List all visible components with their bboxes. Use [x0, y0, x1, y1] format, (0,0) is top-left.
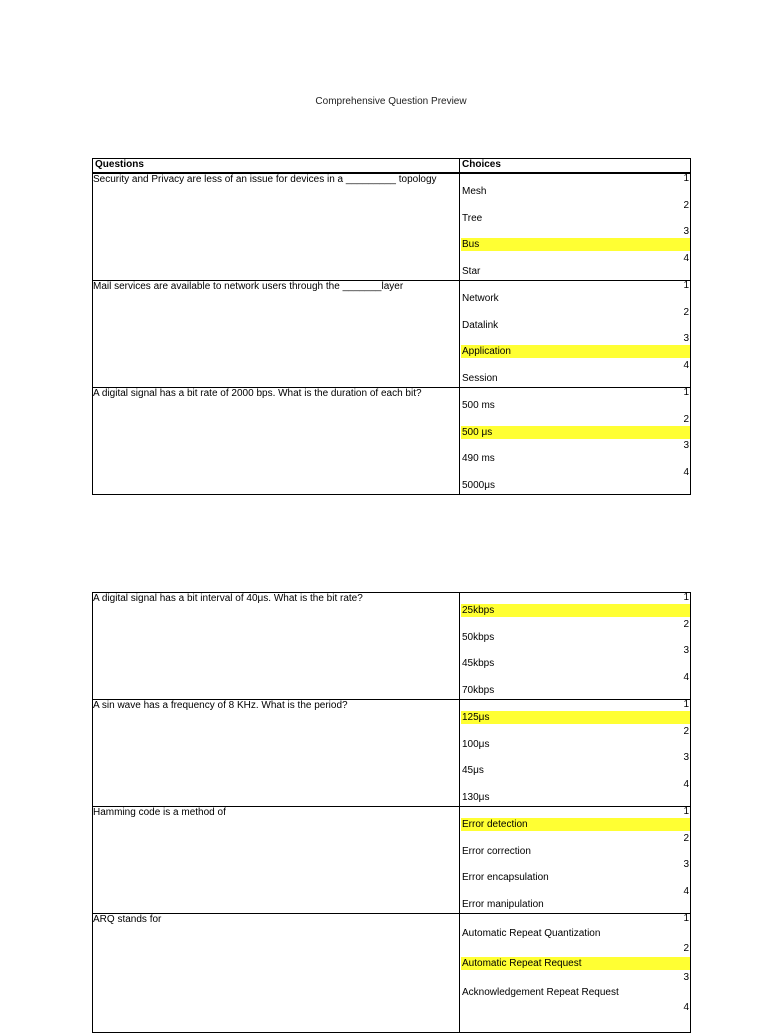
table-header-row	[93, 159, 691, 174]
choices-cell	[460, 281, 691, 388]
choice-item	[460, 1003, 690, 1033]
choice-item	[460, 860, 690, 887]
choice-text: Network	[462, 293, 499, 304]
choices-cell	[460, 914, 691, 1033]
choice-text: 70kbps	[462, 684, 495, 696]
question-row	[93, 388, 691, 495]
choice-item	[460, 174, 690, 201]
choice-text: 500 ms	[462, 400, 495, 411]
correct-choice-text: Bus	[461, 238, 690, 251]
question-row	[93, 807, 691, 914]
choice-text: Datalink	[462, 319, 499, 331]
choice-number: 1	[683, 592, 689, 603]
choice-number: 3	[683, 645, 689, 656]
correct-choice-text: 125μs	[461, 711, 690, 724]
choice-item	[460, 646, 690, 673]
choice-item	[460, 361, 690, 388]
choice-item	[460, 753, 690, 780]
choices-cell	[460, 593, 691, 700]
questions-header: Questions	[93, 159, 460, 174]
choice-item	[460, 700, 690, 727]
choices-cell	[460, 700, 691, 807]
choice-text: 5000μs	[462, 479, 496, 491]
choice-number: 1	[683, 699, 689, 710]
choice-item	[460, 593, 690, 620]
choice-text: Tree	[462, 212, 483, 224]
question-text: A digital signal has a bit rate of 2000 bps. What is the duration of each bit?	[93, 388, 460, 495]
choice-item	[460, 415, 690, 442]
choice-item	[460, 944, 690, 974]
choice-item	[460, 227, 690, 254]
correct-choice-text: Error detection	[461, 818, 690, 831]
choice-item	[460, 780, 690, 807]
question-row	[93, 593, 691, 700]
choice-number: 1	[683, 280, 689, 291]
choice-number: 2	[683, 199, 689, 211]
correct-choice-text: Automatic Repeat Request	[461, 957, 690, 970]
choice-text: Acknowledgement Repeat Request	[462, 987, 619, 998]
choice-text: 490 ms	[462, 453, 495, 464]
correct-choice-text: 500 μs	[461, 426, 690, 439]
choice-text: Mesh	[462, 186, 487, 197]
choice-item	[460, 834, 690, 861]
choice-number: 3	[683, 440, 689, 451]
choice-number: 3	[683, 226, 689, 237]
choices-cell	[460, 388, 691, 495]
choice-item	[460, 441, 690, 468]
choice-item	[460, 807, 690, 834]
question-table-1-body	[93, 173, 691, 495]
choice-number: 1	[683, 806, 689, 817]
choice-item	[460, 201, 690, 228]
choice-text: 50kbps	[462, 631, 495, 643]
choice-number: 3	[683, 333, 689, 344]
choice-item	[460, 281, 690, 308]
choice-item	[460, 914, 690, 944]
choice-number: 2	[683, 725, 689, 737]
choice-text: 45μs	[462, 765, 484, 776]
choice-number: 1	[683, 387, 689, 398]
choice-item	[460, 620, 690, 647]
choices-cell	[460, 807, 691, 914]
question-row	[93, 281, 691, 388]
choice-item	[460, 334, 690, 361]
page-title: Comprehensive Question Preview	[315, 96, 467, 107]
question-table-2-body	[93, 593, 691, 1033]
choice-number: 3	[683, 752, 689, 763]
question-text: Hamming code is a method of	[93, 807, 460, 914]
question-table-2	[92, 592, 691, 1033]
correct-choice-text: Application	[461, 345, 690, 358]
choices-header: Choices	[460, 159, 691, 174]
choice-text: Session	[462, 372, 498, 384]
choice-text: Star	[462, 265, 481, 277]
choice-item	[460, 673, 690, 700]
choice-text: Error correction	[462, 845, 531, 857]
choice-number: 2	[683, 618, 689, 630]
choice-text	[461, 1016, 690, 1029]
question-row	[93, 914, 691, 1033]
choice-item	[460, 388, 690, 415]
choice-item	[460, 468, 690, 495]
choice-number: 3	[683, 972, 689, 983]
choice-number: 4	[683, 885, 689, 897]
choice-item	[460, 308, 690, 335]
choice-text: 100μs	[462, 738, 490, 750]
choice-number: 1	[683, 913, 689, 924]
choice-number: 1	[683, 173, 689, 184]
choice-item	[460, 973, 690, 1003]
choice-number: 4	[683, 359, 689, 371]
choice-text: 45kbps	[462, 658, 495, 669]
choice-number: 3	[683, 859, 689, 870]
choice-number: 4	[683, 466, 689, 478]
choice-number: 4	[683, 671, 689, 683]
question-text: Mail services are available to network users through the _______layer	[93, 281, 460, 388]
question-table-1	[92, 158, 691, 495]
choices-cell	[460, 173, 691, 281]
question-text: A sin wave has a frequency of 8 KHz. What is the period?	[93, 700, 460, 807]
question-text: A digital signal has a bit interval of 40μs. What is the bit rate?	[93, 593, 460, 700]
question-text: ARQ stands for	[93, 914, 460, 1033]
choice-number: 4	[683, 1001, 689, 1013]
choice-number: 2	[683, 413, 689, 425]
choice-number: 4	[683, 252, 689, 264]
question-row	[93, 700, 691, 807]
choice-text: Automatic Repeat Quantization	[462, 928, 601, 939]
choice-number: 2	[683, 306, 689, 318]
choice-text: Error manipulation	[462, 898, 544, 910]
question-row	[93, 173, 691, 281]
question-text: Security and Privacy are less of an issue for devices in a _________ topology	[93, 173, 460, 281]
choice-text: 130μs	[462, 791, 490, 803]
choice-item	[460, 254, 690, 281]
choice-item	[460, 887, 690, 914]
choice-number: 4	[683, 778, 689, 790]
correct-choice-text: 25kbps	[461, 604, 690, 617]
choice-number: 2	[683, 832, 689, 844]
choice-text: Error encapsulation	[462, 872, 549, 883]
choice-item	[460, 727, 690, 754]
choice-number: 2	[683, 942, 689, 954]
